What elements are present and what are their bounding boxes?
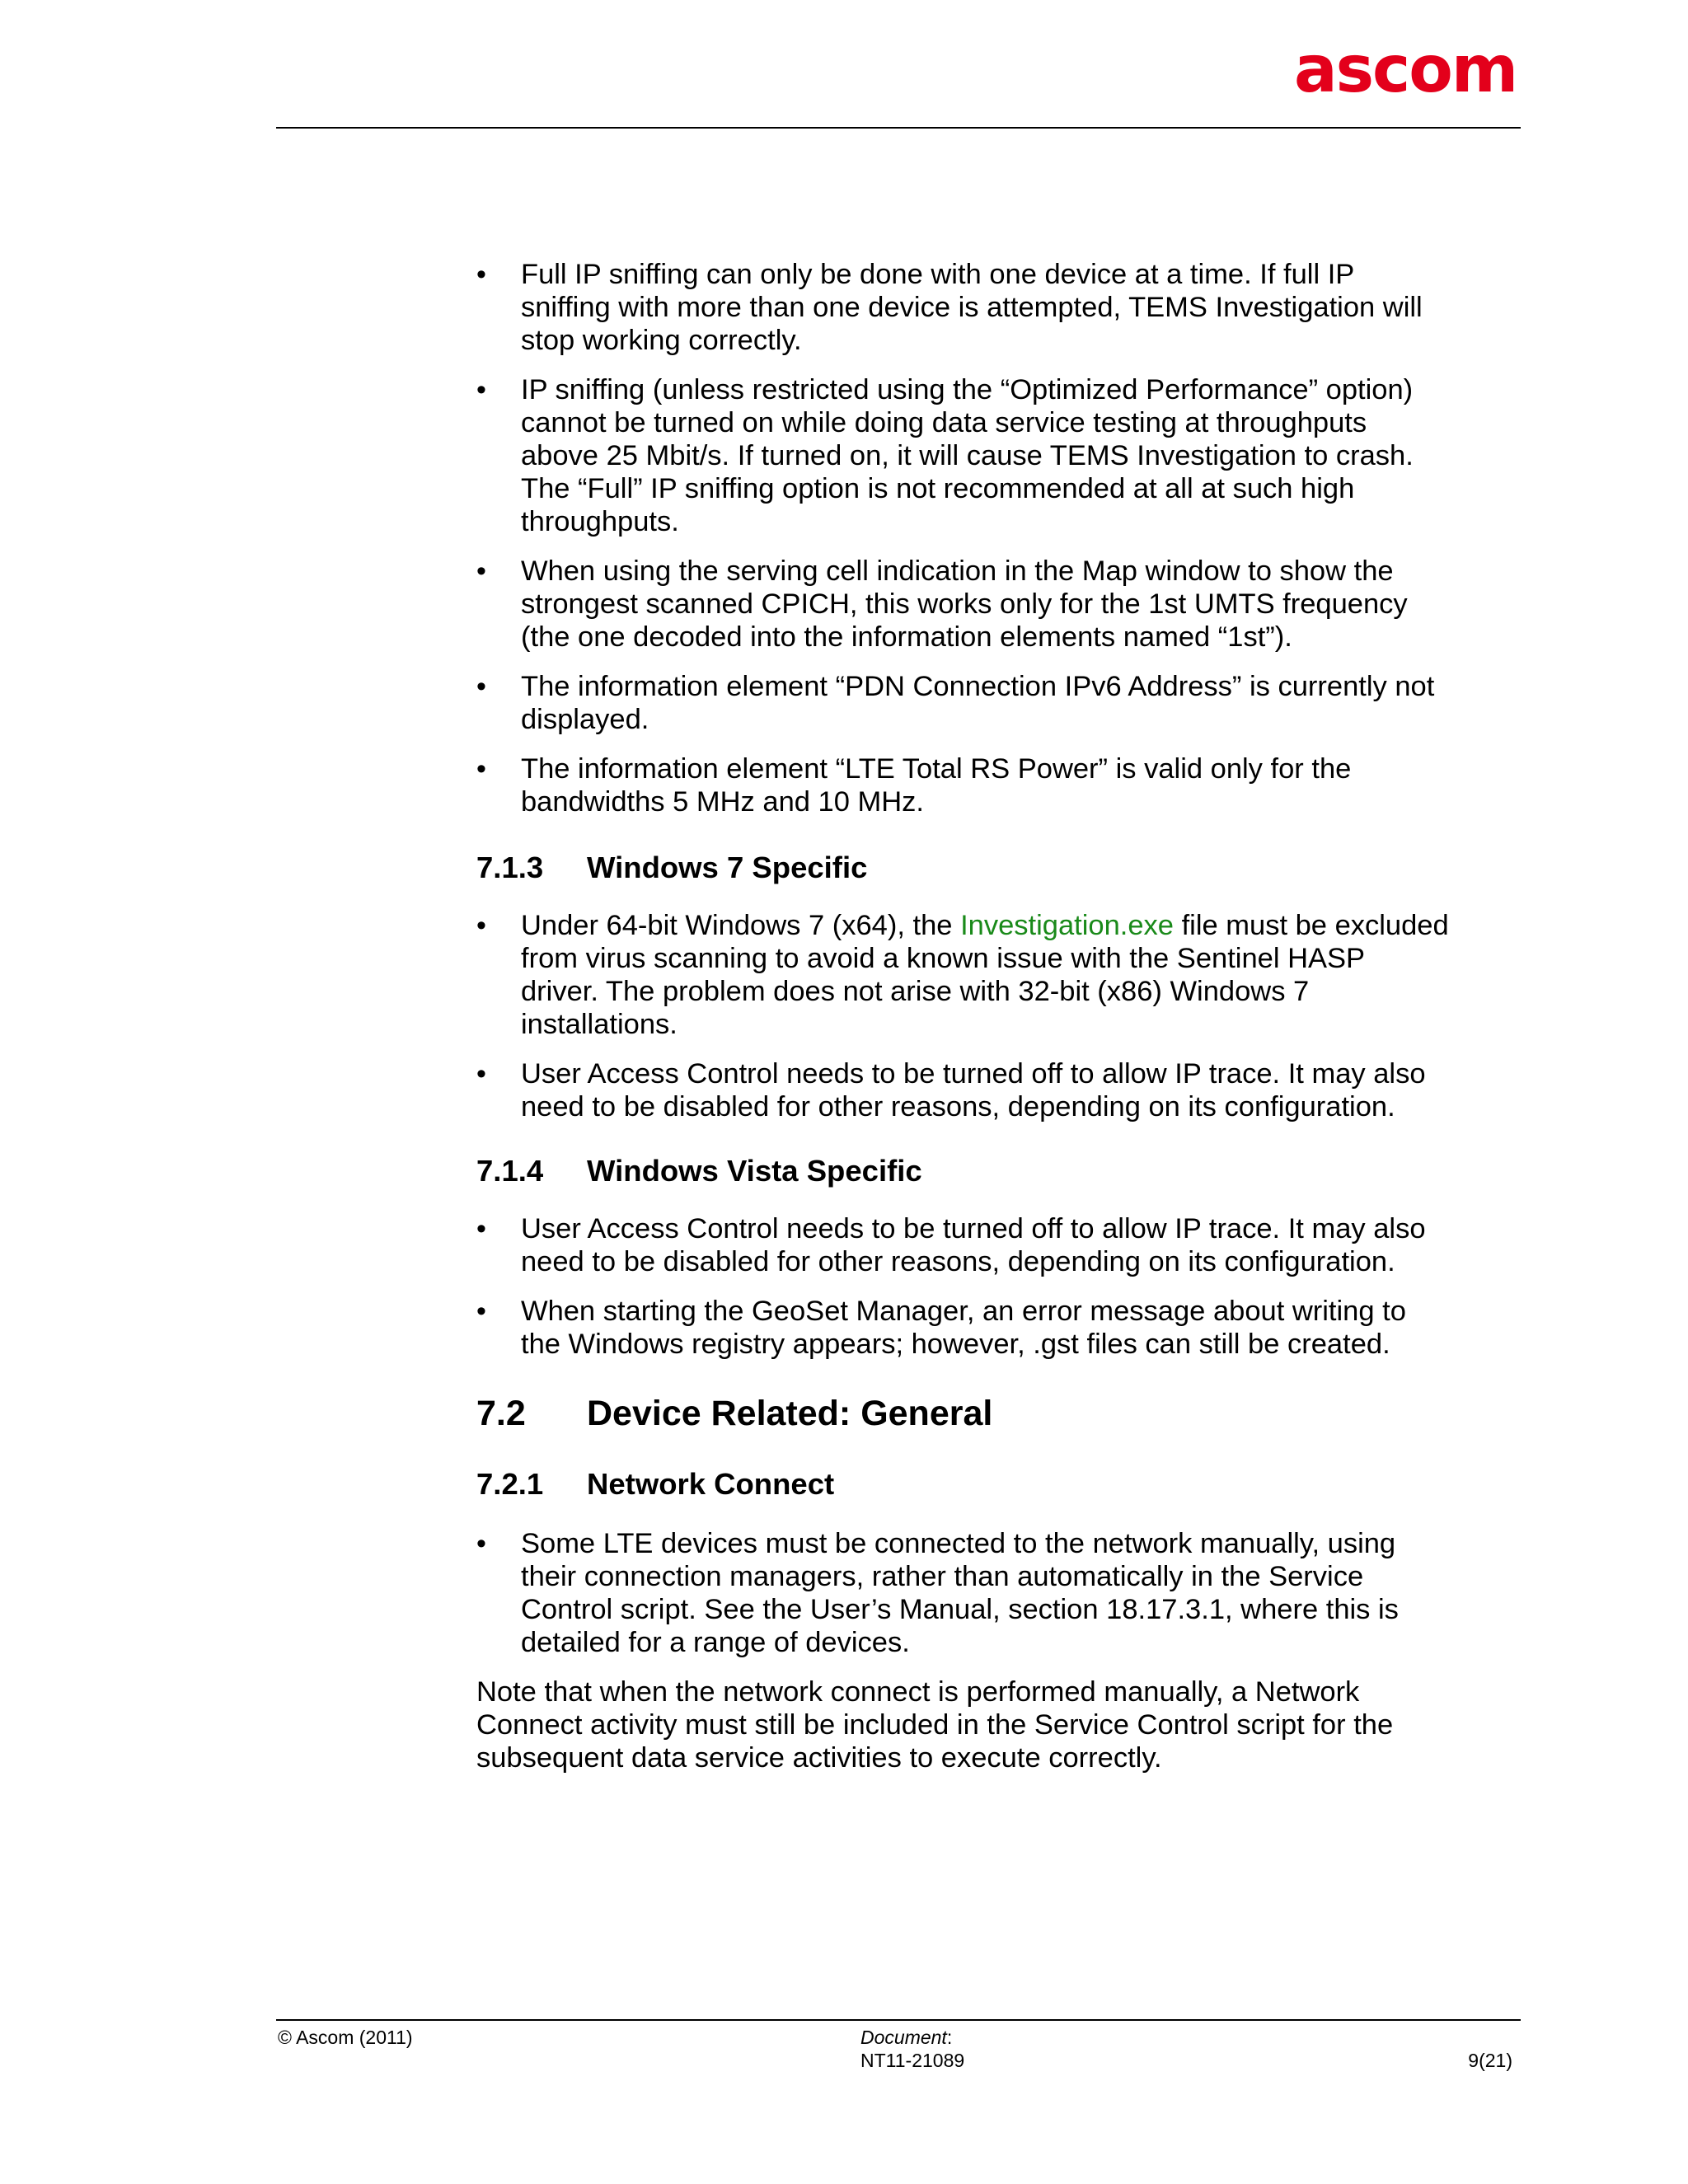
vista-bullet-list [476,1212,1449,1361]
bullet-text: When using the serving cell indication in the Map window to show the strongest scanned CPICH, this works only for the 1st UMTS frequency (the one decoded into the information elements named “1st”). [521,555,1408,653]
heading-7-2 [476,1394,1449,1433]
section-number: 7.1.4 [476,1154,544,1188]
list-item [476,909,1449,1041]
bullet-icon: • [476,259,486,290]
bullet-text-before: Under 64-bit Windows 7 (x64), the [521,910,961,941]
list-item [476,555,1449,654]
footer-doc-label-line [860,2026,964,2049]
footer-page-number: 9(21) [1468,2050,1512,2071]
bullet-text-after: file must be excluded from virus scanning to avoid a known issue with the Sentinel HASP driver. The problem does not arise with 32-bit (x86) Windows 7 installations. [521,910,1449,1040]
intro-bullet-list [476,258,1449,818]
bullet-icon: • [476,1296,486,1327]
bullet-text: When starting the GeoSet Manager, an error message about writing to the Windows registry appears; however, .gst files can still be created. [521,1296,1406,1360]
bullet-icon: • [476,753,486,785]
bullet-icon: • [476,1213,486,1244]
bullet-text: Full IP sniffing can only be done with one device at a time. If full IP sniffing with more than one device is attempted, TEMS Investigation will stop working correctly. [521,259,1423,356]
ascom-logo [1294,33,1517,107]
investigation-exe-link[interactable]: Investigation.exe [960,910,1174,941]
list-item [476,1057,1449,1123]
section-number: 7.2 [476,1394,526,1433]
bullet-text: The information element “PDN Connection IPv6 Address” is currently not displayed. [521,671,1435,735]
network-connect-bullet-list [476,1527,1449,1659]
list-item [476,1295,1449,1361]
section-title: Windows 7 Specific [587,851,868,884]
list-item [476,258,1449,357]
section-number: 7.1.3 [476,851,544,884]
footer-rule [276,2019,1521,2021]
windows7-bullet-list [476,909,1449,1123]
list-item [476,752,1449,818]
bullet-text: Some LTE devices must be connected to the network manually, using their connection managers, rather than automatically in the Service Control script. See the User’s Manual, section 18.17.3.1, where this is detailed for a range of devices. [521,1528,1399,1658]
network-connect-note: Note that when the network connect is performed manually, a Network Connect activity must still be included in the Service Control script for the subsequent data service activities to execute correctly. [476,1676,1394,1774]
heading-7-1-4 [476,1155,1449,1188]
section-title: Windows Vista Specific [587,1154,922,1188]
footer-document [860,2026,964,2072]
bullet-text: The information element “LTE Total RS Power” is valid only for the bandwidths 5 MHz and 10 MHz. [521,753,1352,818]
bullet-text: User Access Control needs to be turned off to allow IP trace. It may also need to be disabled for other reasons, depending on its configuration. [521,1213,1426,1277]
list-item [476,670,1449,736]
bullet-text: User Access Control needs to be turned off to allow IP trace. It may also need to be disabled for other reasons, depending on its configuration. [521,1058,1426,1122]
bullet-icon: • [476,1528,486,1559]
footer-doc-label-suffix: : [946,2027,953,2048]
logo-text: ascom [1294,33,1517,107]
footer-doc-number: NT11-21089 [860,2050,965,2071]
section-number: 7.2.1 [476,1467,544,1501]
list-item [476,1527,1449,1659]
heading-7-1-3 [476,851,1449,884]
section-title: Network Connect [587,1467,835,1501]
list-item [476,373,1449,538]
heading-7-2-1 [476,1468,1449,1501]
section-title: Device Related: General [587,1394,993,1433]
bullet-icon: • [476,671,486,702]
bullet-icon: • [476,910,486,941]
bullet-icon: • [476,555,486,587]
footer-copyright: © Ascom (2011) [278,2027,413,2048]
bullet-icon: • [476,374,486,405]
main-content [476,258,1449,1774]
bullet-text: IP sniffing (unless restricted using the “Optimized Performance” option) cannot be turned on while doing data service testing at throughputs above 25 Mbit/s. If turned on, it will cause TEMS Investigation to crash. The “Full” IP sniffing option is not recommended at all at such high throughputs. [521,374,1414,537]
footer-doc-label: Document [860,2027,947,2048]
bullet-icon: • [476,1058,486,1090]
header-rule [276,127,1521,129]
list-item [476,1212,1449,1278]
